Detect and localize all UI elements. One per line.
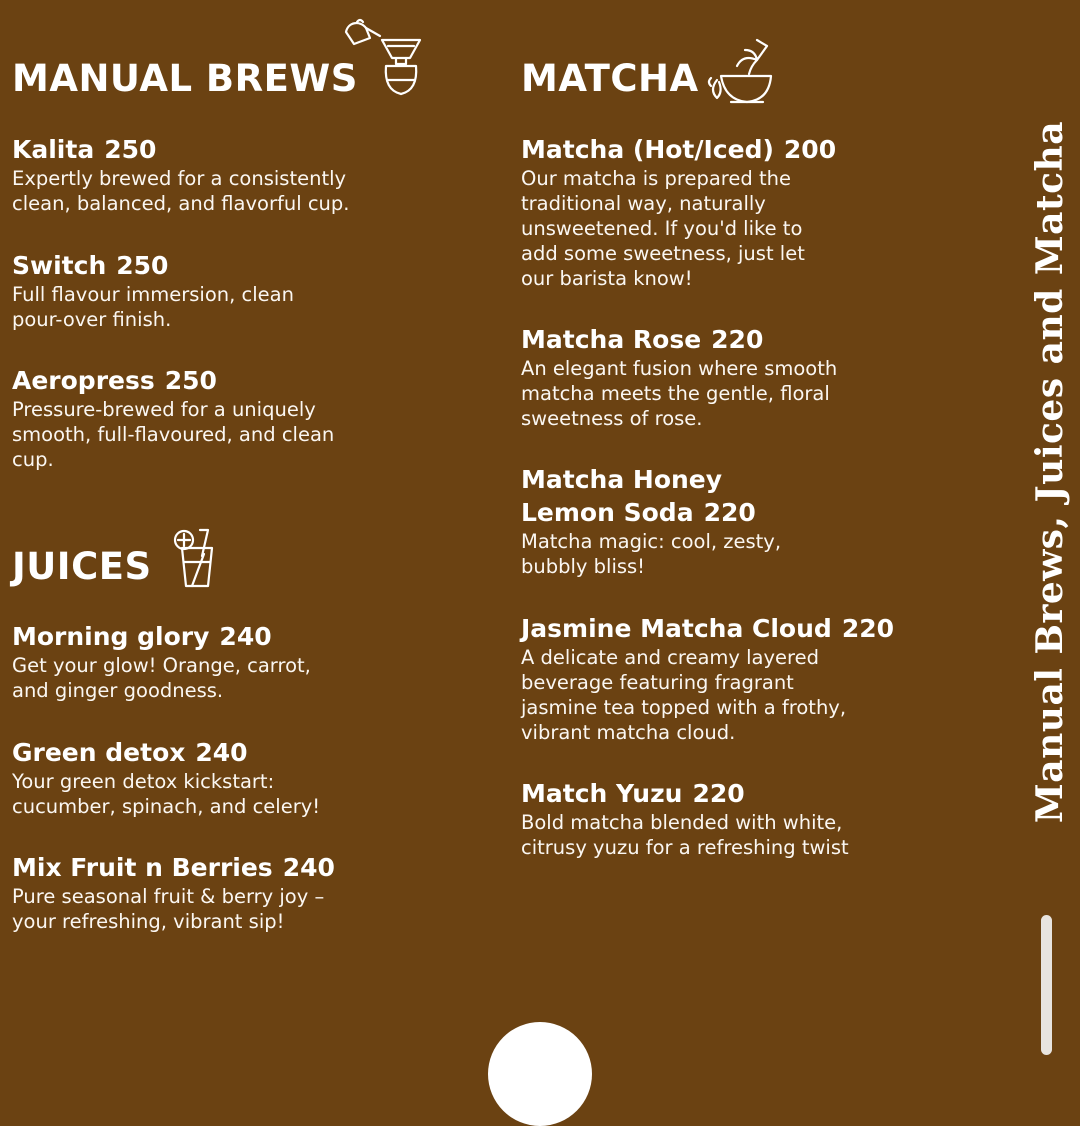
pour-over-kettle-icon — [340, 14, 424, 98]
item-price: 240 — [219, 622, 272, 651]
item-description: Get your glow! Orange, carrot, and ginger goodness. — [12, 654, 311, 702]
menu-item-kalita — [12, 133, 482, 216]
item-price: 250 — [116, 251, 169, 280]
item-name: Mix Fruit n Berries — [12, 853, 273, 882]
item-name: Match Yuzu — [521, 779, 683, 808]
item-description: An elegant fusion where smooth matcha meets the gentle, floral sweetness of rose. — [521, 357, 838, 430]
item-price: 240 — [282, 853, 335, 882]
item-name: Green detox — [12, 738, 186, 767]
matcha-whisk-bowl-icon — [707, 36, 777, 108]
scrollbar-thumb[interactable] — [1041, 915, 1052, 1055]
item-description: Pressure-brewed for a uniquely smooth, full-flavoured, and clean cup. — [12, 398, 335, 471]
juice-glass-icon — [170, 526, 216, 590]
menu-item-matcha-rose — [521, 323, 961, 431]
item-name: Matcha Rose — [521, 325, 702, 354]
item-description: Expertly brewed for a consistently clean, balanced, and flavorful cup. — [12, 167, 350, 215]
item-description: Matcha magic: cool, zesty, bubbly bliss! — [521, 530, 782, 578]
menu-item-morning-glory — [12, 620, 482, 703]
item-description: Bold matcha blended with white, citrusy yuzu for a refreshing twist — [521, 811, 849, 859]
floating-action-button[interactable] — [488, 1022, 592, 1126]
item-name: Switch — [12, 251, 107, 280]
menu-item-jasmine-matcha-cloud — [521, 612, 961, 745]
item-price: 200 — [783, 135, 837, 164]
menu-item-mix-fruit-n-berries — [12, 851, 482, 934]
menu-item-switch — [12, 249, 482, 332]
item-price: 250 — [104, 135, 157, 164]
item-name: Kalita — [12, 135, 95, 164]
item-price: 220 — [703, 498, 756, 527]
menu-item-matcha-honey-lemon-soda — [521, 463, 961, 579]
menu-item-green-detox — [12, 736, 482, 819]
item-name: Morning glory — [12, 622, 210, 651]
item-description: Pure seasonal fruit & berry joy – your refreshing, vibrant sip! — [12, 885, 325, 933]
item-name: Matcha (Hot/Iced) — [521, 135, 774, 164]
matcha-heading: MATCHA — [521, 57, 699, 100]
manual-brews-heading: MANUAL BREWS — [12, 57, 358, 100]
item-name: Matcha Honey — [521, 465, 723, 494]
juices-heading: JUICES — [12, 545, 152, 588]
item-name: Aeropress — [12, 366, 155, 395]
item-description: Full flavour immersion, clean pour-over finish. — [12, 283, 294, 331]
item-price: 250 — [164, 366, 217, 395]
menu-item-match-yuzu — [521, 777, 961, 860]
item-description: Our matcha is prepared the traditional way, naturally unsweetened. If you'd like to add some sweetness, just let our barista know! — [521, 167, 805, 290]
item-price: 240 — [195, 738, 248, 767]
item-description: A delicate and creamy layered beverage featuring fragrant jasmine tea topped with a frothy, vibrant matcha cloud. — [521, 646, 847, 744]
item-price: 220 — [711, 325, 764, 354]
vertical-side-title: Manual Brews, Juices and Matcha — [1029, 120, 1071, 824]
menu-item-aeropress — [12, 364, 482, 472]
menu-item-matcha-hot-iced — [521, 133, 961, 291]
item-name-line2: Lemon Soda — [521, 498, 694, 527]
item-price: 220 — [692, 779, 745, 808]
item-description: Your green detox kickstart: cucumber, spinach, and celery! — [12, 770, 321, 818]
item-price: 220 — [841, 614, 894, 643]
item-name: Jasmine Matcha Cloud — [521, 614, 832, 643]
